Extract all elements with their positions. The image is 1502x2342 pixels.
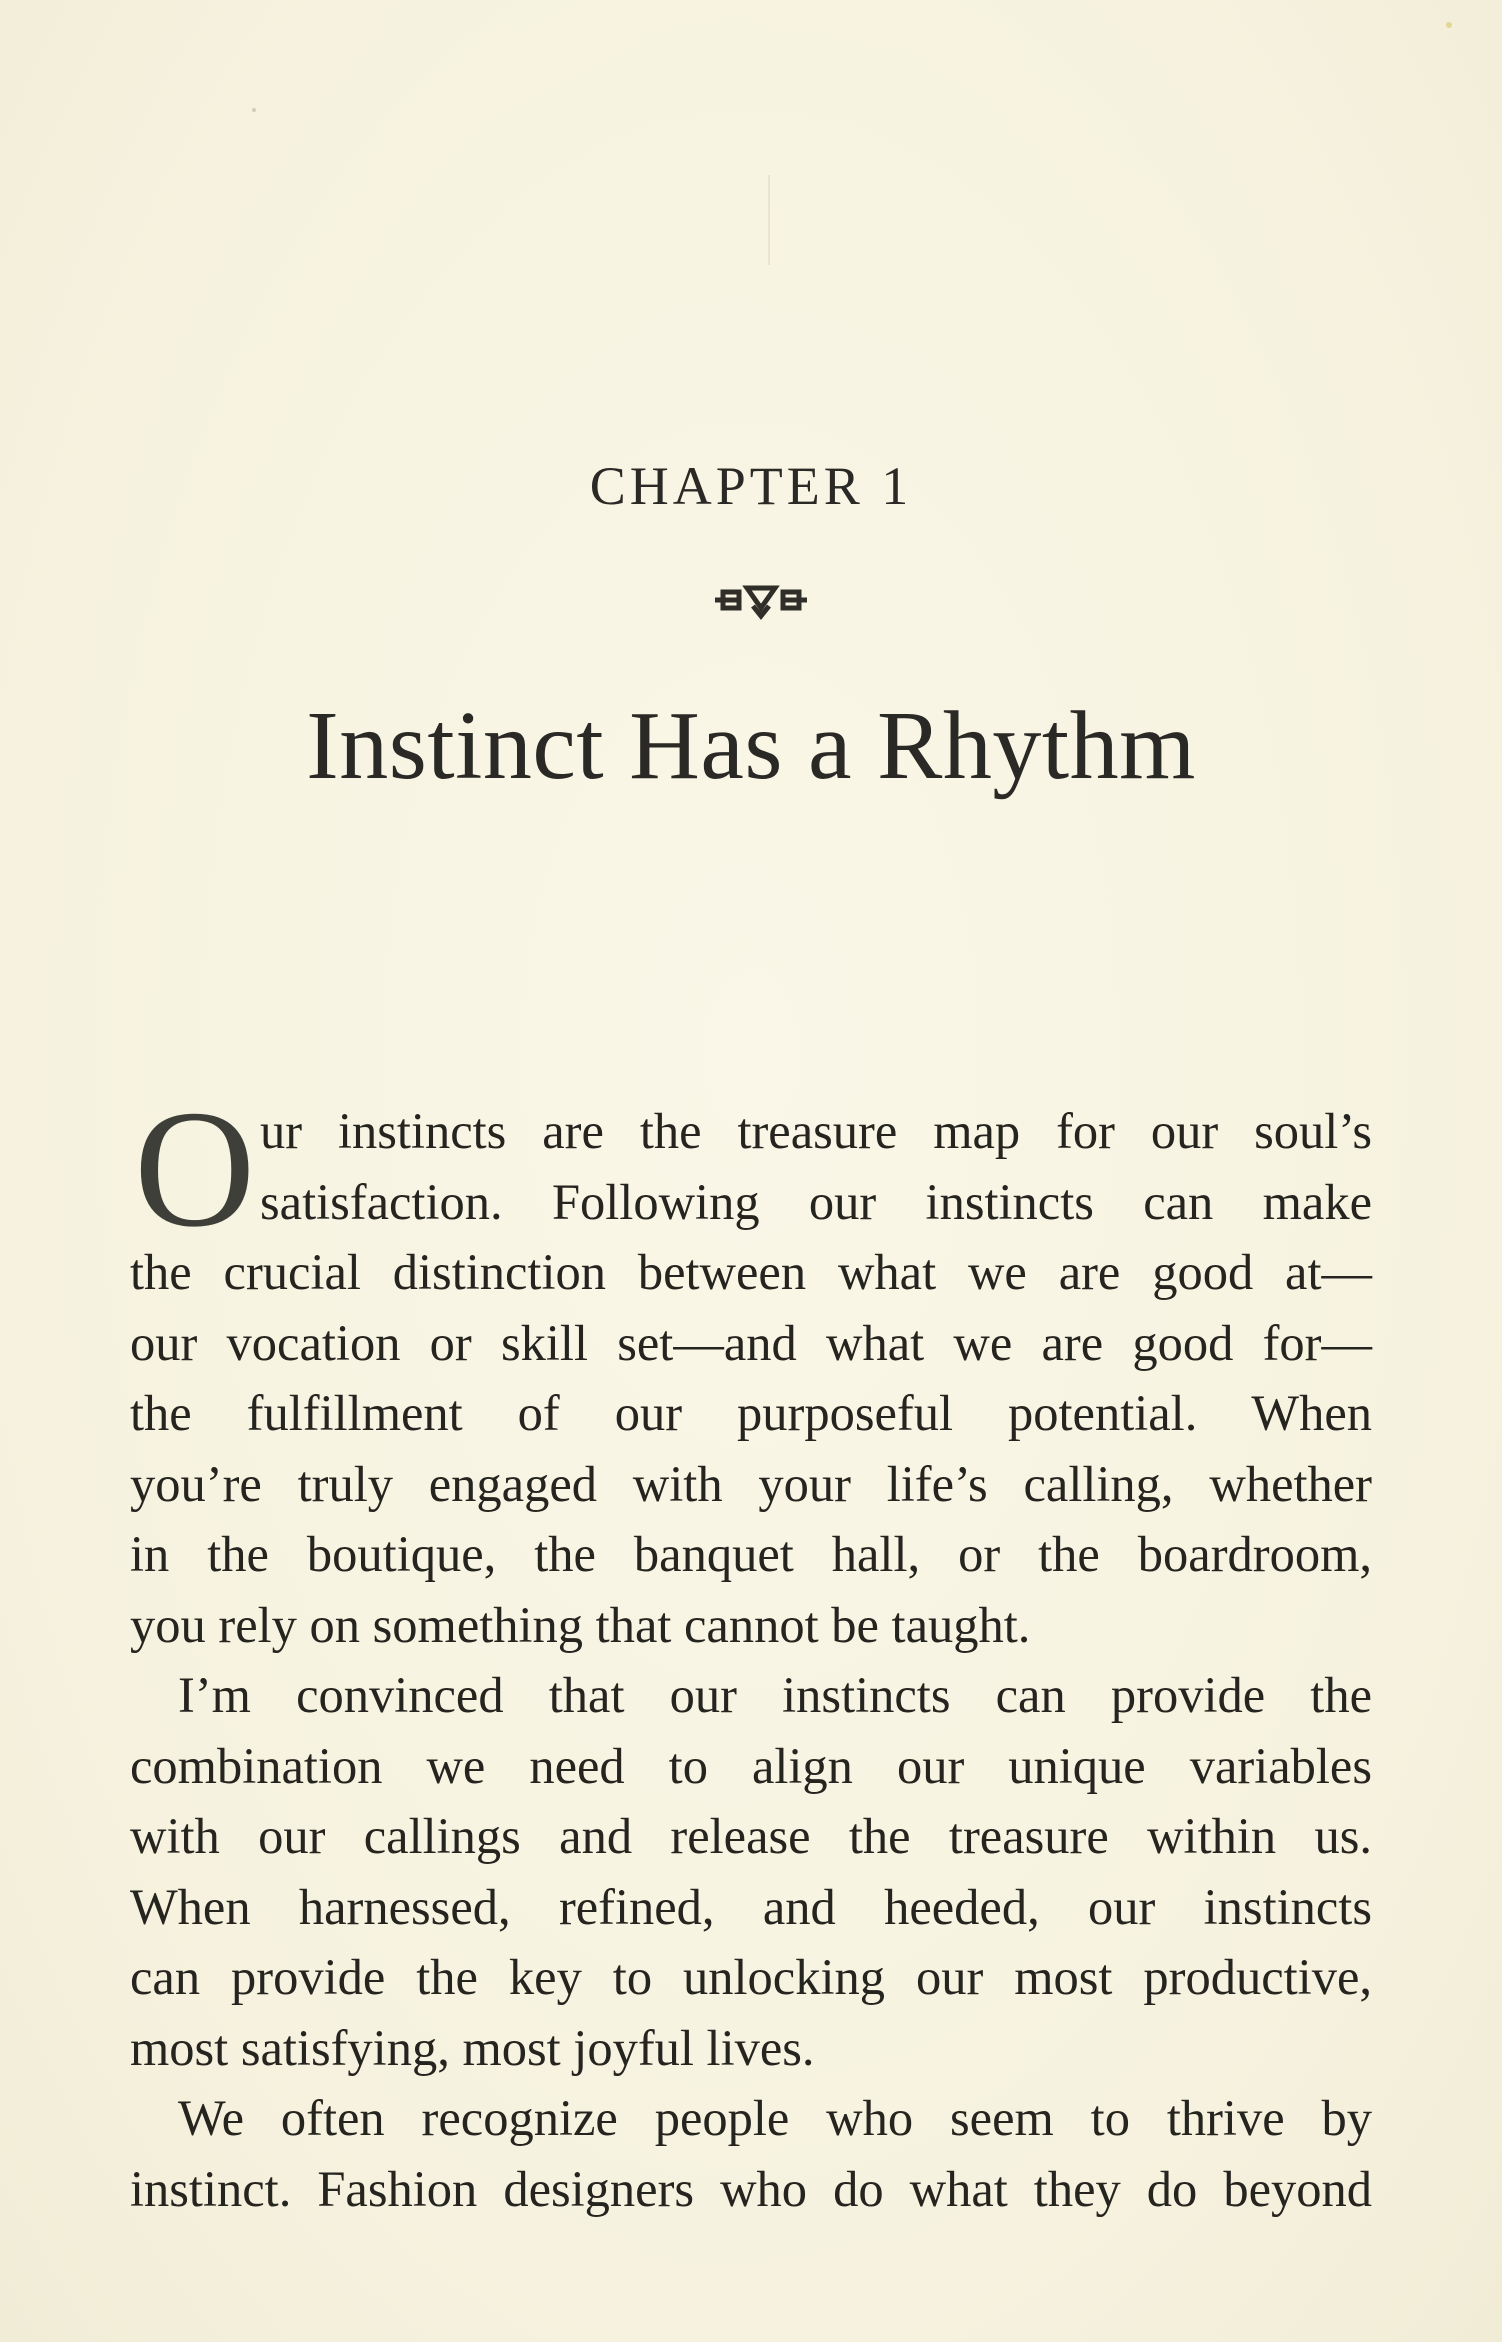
text-line: you’re truly engaged with your life’s calling, whether — [130, 1455, 1372, 1512]
page-speck — [252, 108, 256, 112]
text-line: you rely on something that cannot be taught. — [130, 1596, 1031, 1653]
text-line: most satisfying, most joyful lives. — [130, 2019, 815, 2076]
page-speck — [1446, 22, 1452, 28]
text-line: in the boutique, the banquet hall, or the boardroom, — [130, 1526, 1372, 1582]
drop-cap: O — [134, 1076, 256, 1262]
text-line: instinct. Fashion designers who do what they do beyond — [130, 2160, 1372, 2217]
chapter-title: Instinct Has a Rhythm — [306, 692, 1196, 800]
text-line: the fulfillment of our purposeful potential. When — [130, 1385, 1372, 1441]
text-line: We often recognize people who seem to thrive by — [178, 2090, 1372, 2146]
text-line: our vocation or skill set—and what we are good for— — [130, 1314, 1372, 1371]
text-line: I’m convinced that our instincts can provide the — [178, 1667, 1372, 1723]
text-line: combination we need to align our unique variables — [130, 1737, 1372, 1794]
ornament-icon — [711, 578, 811, 622]
text-line: with our callings and release the treasure within us. — [130, 1808, 1372, 1864]
text-line: When harnessed, refined, and heeded, our instincts — [130, 1878, 1372, 1935]
text-line: the crucial distinction between what we are good at— — [130, 1244, 1372, 1300]
text-line: can provide the key to unlocking our most productive, — [130, 1949, 1372, 2005]
body-text — [130, 1096, 1372, 2224]
page-speck — [768, 175, 770, 265]
chapter-label: CHAPTER 1 — [589, 456, 913, 516]
text-line: ur instincts are the treasure map for our soul’s — [260, 1103, 1372, 1159]
text-line: satisfaction. Following our instincts can make — [260, 1173, 1372, 1230]
